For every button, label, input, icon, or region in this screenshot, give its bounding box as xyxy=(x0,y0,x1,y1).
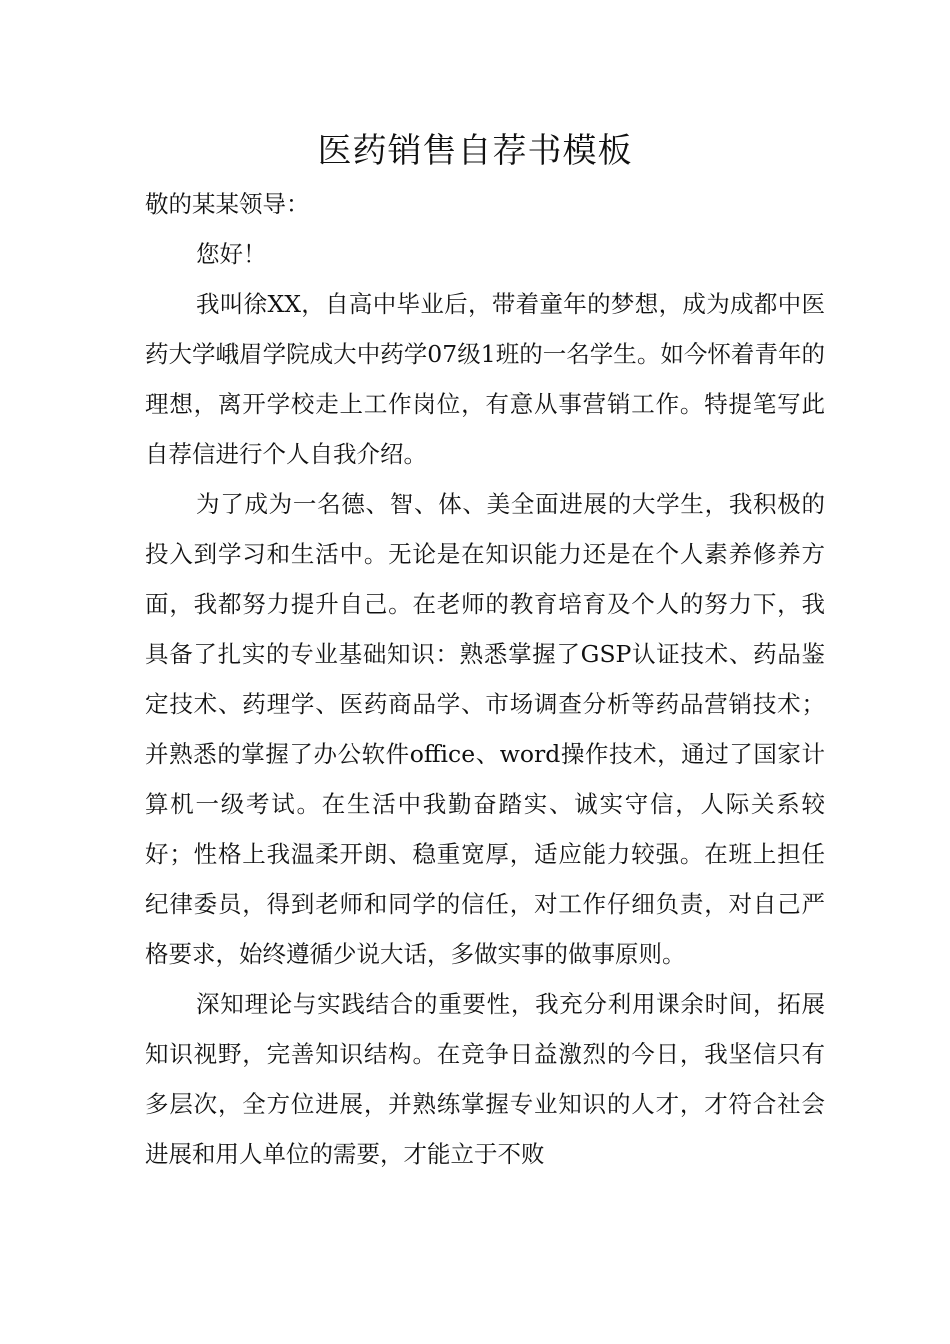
greeting: 您好！ xyxy=(196,240,267,268)
document-title: 医药销售自荐书模板 xyxy=(317,131,633,171)
paragraph-practice: 深知理论与实践结合的重要性，我充分利用课余时间，拓展知识视野，完善知识结构。在竞争日益激烈的今日，我坚信只有多层次，全方位进展，并熟练掌握专业知识的人才，才符合社会进展和用人单位的需要，才能立于不败 xyxy=(145,990,825,1168)
salutation: 敬的某某领导： xyxy=(145,190,310,218)
paragraph-intro: 我叫徐XX，自高中毕业后，带着童年的梦想，成为成都中医药大学峨眉学院成大中药学07级1班的一名学生。如今怀着青年的理想，离开学校走上工作岗位，有意从事营销工作。特提笔写此自荐信进行个人自我介绍。 xyxy=(145,290,825,468)
paragraph-skills: 为了成为一名德、智、体、美全面进展的大学生，我积极的投入到学习和生活中。无论是在知识能力还是在个人素养修养方面，我都努力提升自己。在老师的教育培育及个人的努力下，我具备了扎实的专业基础知识：熟悉掌握了GSP认证技术、药品鉴定技术、药理学、医药商品学、市场调查分析等药品营销技术；并熟悉的掌握了办公软件office、word操作技术，通过了国家计算机一级考试。在生活中我勤奋踏实、诚实守信，人际关系较好；性格上我温柔开朗、稳重宽厚，适应能力较强。在班上担任纪律委员，得到老师和同学的信任，对工作仔细负责，对自己严格要求，始终遵循少说大话，多做实事的做事原则。 xyxy=(145,490,825,968)
document-body xyxy=(145,179,825,1179)
